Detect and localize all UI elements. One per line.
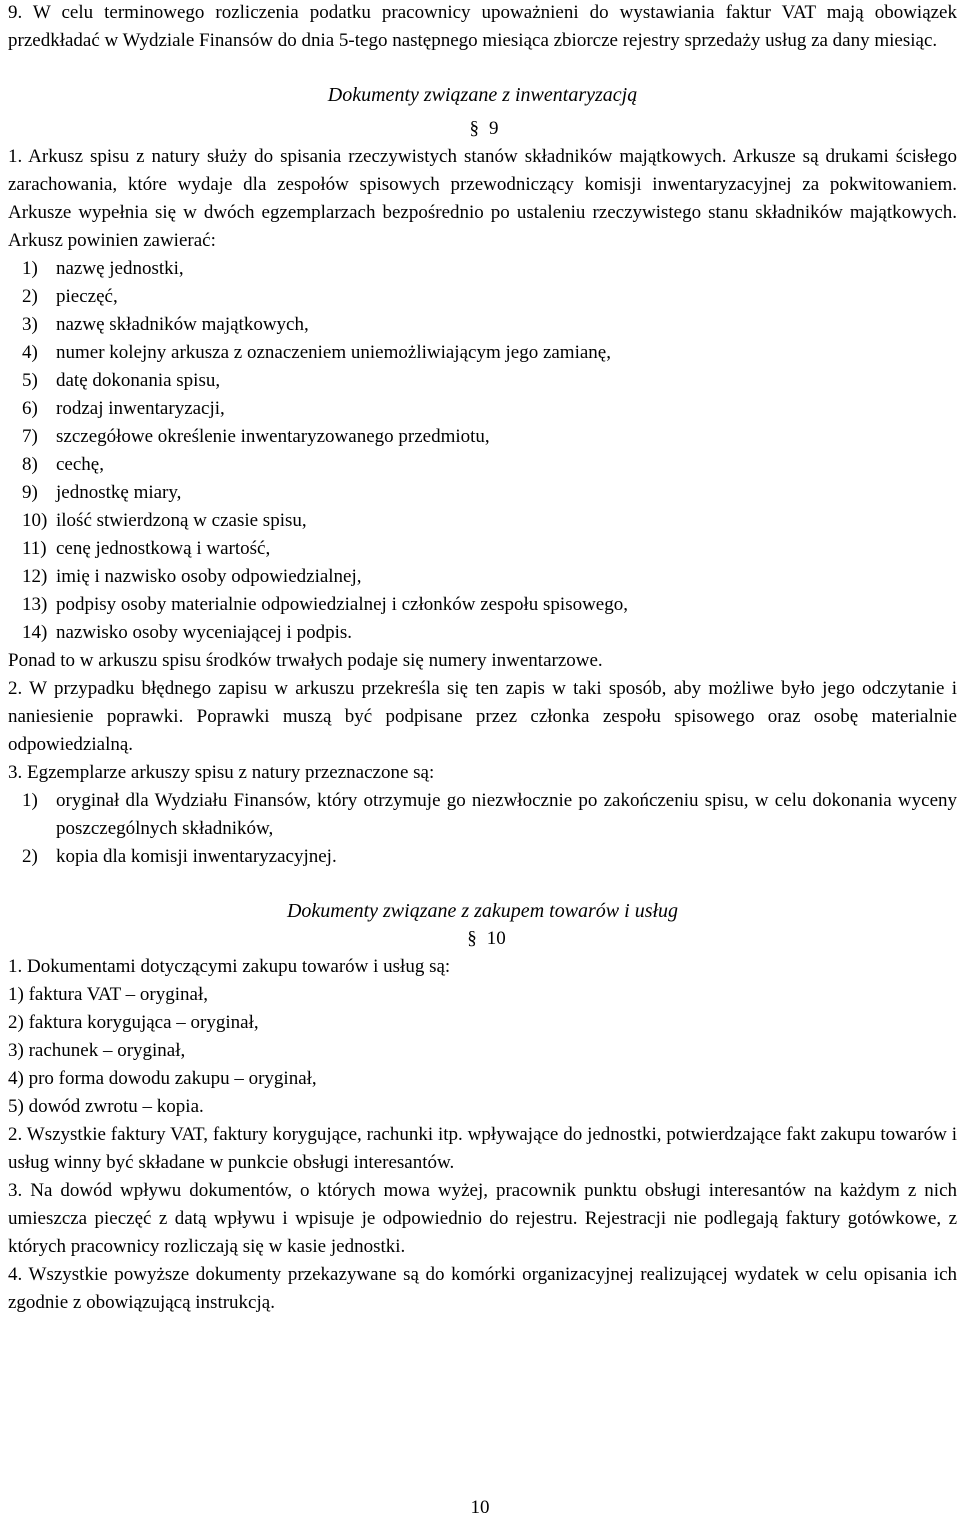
document-page bbox=[8, 0, 957, 1317]
list-item: 2) kopia dla komisji inwentaryzacyjnej. bbox=[22, 846, 337, 867]
list-item: 4) numer kolejny arkusza z oznaczeniem uniemożliwiającym jego zamianę, bbox=[22, 342, 611, 363]
purchase-list-item: 3) rachunek – oryginał, bbox=[8, 1040, 186, 1061]
inventory-required-fields-list bbox=[8, 255, 957, 647]
inventory-paragraph-1: 1. Arkusz spisu z natury służy do spisania rzeczywistych stanów składników majątkowych. Arkusze są drukami ścisłego zarachowania, które wydaje dla zespołów spisowych przewodniczący komisji inwentaryzacyjnej za pokwitowaniem. Arkusze wypełnia się w dwóch egzemplarzach bezpośrednio po ustaleniu rzeczywistego stanu składników majątkowych. Arkusz powinien zawierać: bbox=[8, 146, 957, 251]
purchase-list-item: 5) dowód zwrotu – kopia. bbox=[8, 1096, 204, 1117]
paragraph-number: 10 bbox=[486, 928, 506, 949]
paragraph-sign-9 bbox=[8, 115, 957, 143]
purchase-paragraph-4: 4. Wszystkie powyższe dokumenty przekazywane są do komórki organizacyjnej realizującej wydatek w celu opisania ich zgodnie z obowiązującą instrukcją. bbox=[8, 1264, 957, 1313]
list-item: 8) cechę, bbox=[22, 454, 104, 475]
section-heading-inventory: Dokumenty związane z inwentaryzacją bbox=[327, 84, 638, 106]
list-item: 3) nazwę składników majątkowych, bbox=[22, 314, 309, 335]
list-item: 7) szczegółowe określenie inwentaryzowanego przedmiotu, bbox=[22, 426, 490, 447]
purchase-paragraph-2: 2. Wszystkie faktury VAT, faktury korygujące, rachunki itp. wpływające do jednostki, potwierdzające fakt zakupu towarów i usług winny być składane w punkcie obsługi interesantów. bbox=[8, 1124, 957, 1173]
paragraph-number: 9 bbox=[489, 118, 499, 139]
list-item: 6) rodzaj inwentaryzacji, bbox=[22, 398, 225, 419]
list-item: 10) ilość stwierdzoną w czasie spisu, bbox=[22, 510, 307, 531]
paragraph-9-intro: 9. W celu terminowego rozliczenia podatku pracownicy upoważnieni do wystawiania faktur VAT mają obowiązek przedkładać w Wydziale Finansów do dnia 5-tego następnego miesiąca zbiorcze rejestry sprzedaży usług za dany miesiąc. bbox=[8, 2, 957, 51]
list-item: 1) oryginał dla Wydziału Finansów, który otrzymuje go niezwłocznie po zakończeniu spisu, w celu dokonania wyceny poszczególnych składników, bbox=[22, 790, 957, 839]
inventory-copies-list bbox=[8, 787, 957, 871]
page-number: 10 bbox=[470, 1497, 490, 1518]
section-sign-icon: § bbox=[467, 928, 477, 949]
inventory-paragraph-1-after: Ponad to w arkuszu spisu środków trwałych podaje się numery inwentarzowe. bbox=[8, 650, 603, 671]
list-item: 12) imię i nazwisko osoby odpowiedzialnej, bbox=[22, 566, 362, 587]
inventory-paragraph-2: 2. W przypadku błędnego zapisu w arkuszu przekreśla się ten zapis w taki sposób, aby możliwe było jego odczytanie i naniesienie poprawki. Poprawki muszą być podpisane przez członka zespołu spisowego oraz osobę materialnie odpowiedzialną. bbox=[8, 678, 957, 755]
list-item: 1) nazwę jednostki, bbox=[22, 258, 184, 279]
purchase-list-item: 1) faktura VAT – oryginał, bbox=[8, 984, 209, 1005]
list-item: 14) nazwisko osoby wyceniającej i podpis. bbox=[22, 622, 353, 643]
inventory-paragraph-3: 3. Egzemplarze arkuszy spisu z natury przeznaczone są: bbox=[8, 762, 435, 783]
purchase-list-item: 4) pro forma dowodu zakupu – oryginał, bbox=[8, 1068, 317, 1089]
purchase-list-item: 2) faktura korygująca – oryginał, bbox=[8, 1012, 259, 1033]
list-item: 9) jednostkę miary, bbox=[22, 482, 182, 503]
paragraph-sign-10 bbox=[8, 925, 957, 953]
section-heading-purchase: Dokumenty związane z zakupem towarów i usług bbox=[286, 900, 679, 922]
list-item: 2) pieczęć, bbox=[22, 286, 118, 307]
purchase-paragraph-3: 3. Na dowód wpływu dokumentów, o których mowa wyżej, pracownik punktu obsługi interesantów na każdym z nich umieszcza pieczęć z datą wpływu i wpisuje je odpowiednio do rejestru. Rejestracji nie podlegają faktury gotówkowe, z których pracownicy rozliczają się w kasie jednostki. bbox=[8, 1180, 957, 1257]
list-item: 11) cenę jednostkową i wartość, bbox=[22, 538, 271, 559]
list-item: 5) datę dokonania spisu, bbox=[22, 370, 221, 391]
purchase-paragraph-1: 1. Dokumentami dotyczącymi zakupu towarów i usług są: bbox=[8, 956, 451, 977]
list-item: 13) podpisy osoby materialnie odpowiedzialnej i członków zespołu spisowego, bbox=[22, 594, 628, 615]
section-sign-icon: § bbox=[469, 118, 479, 139]
